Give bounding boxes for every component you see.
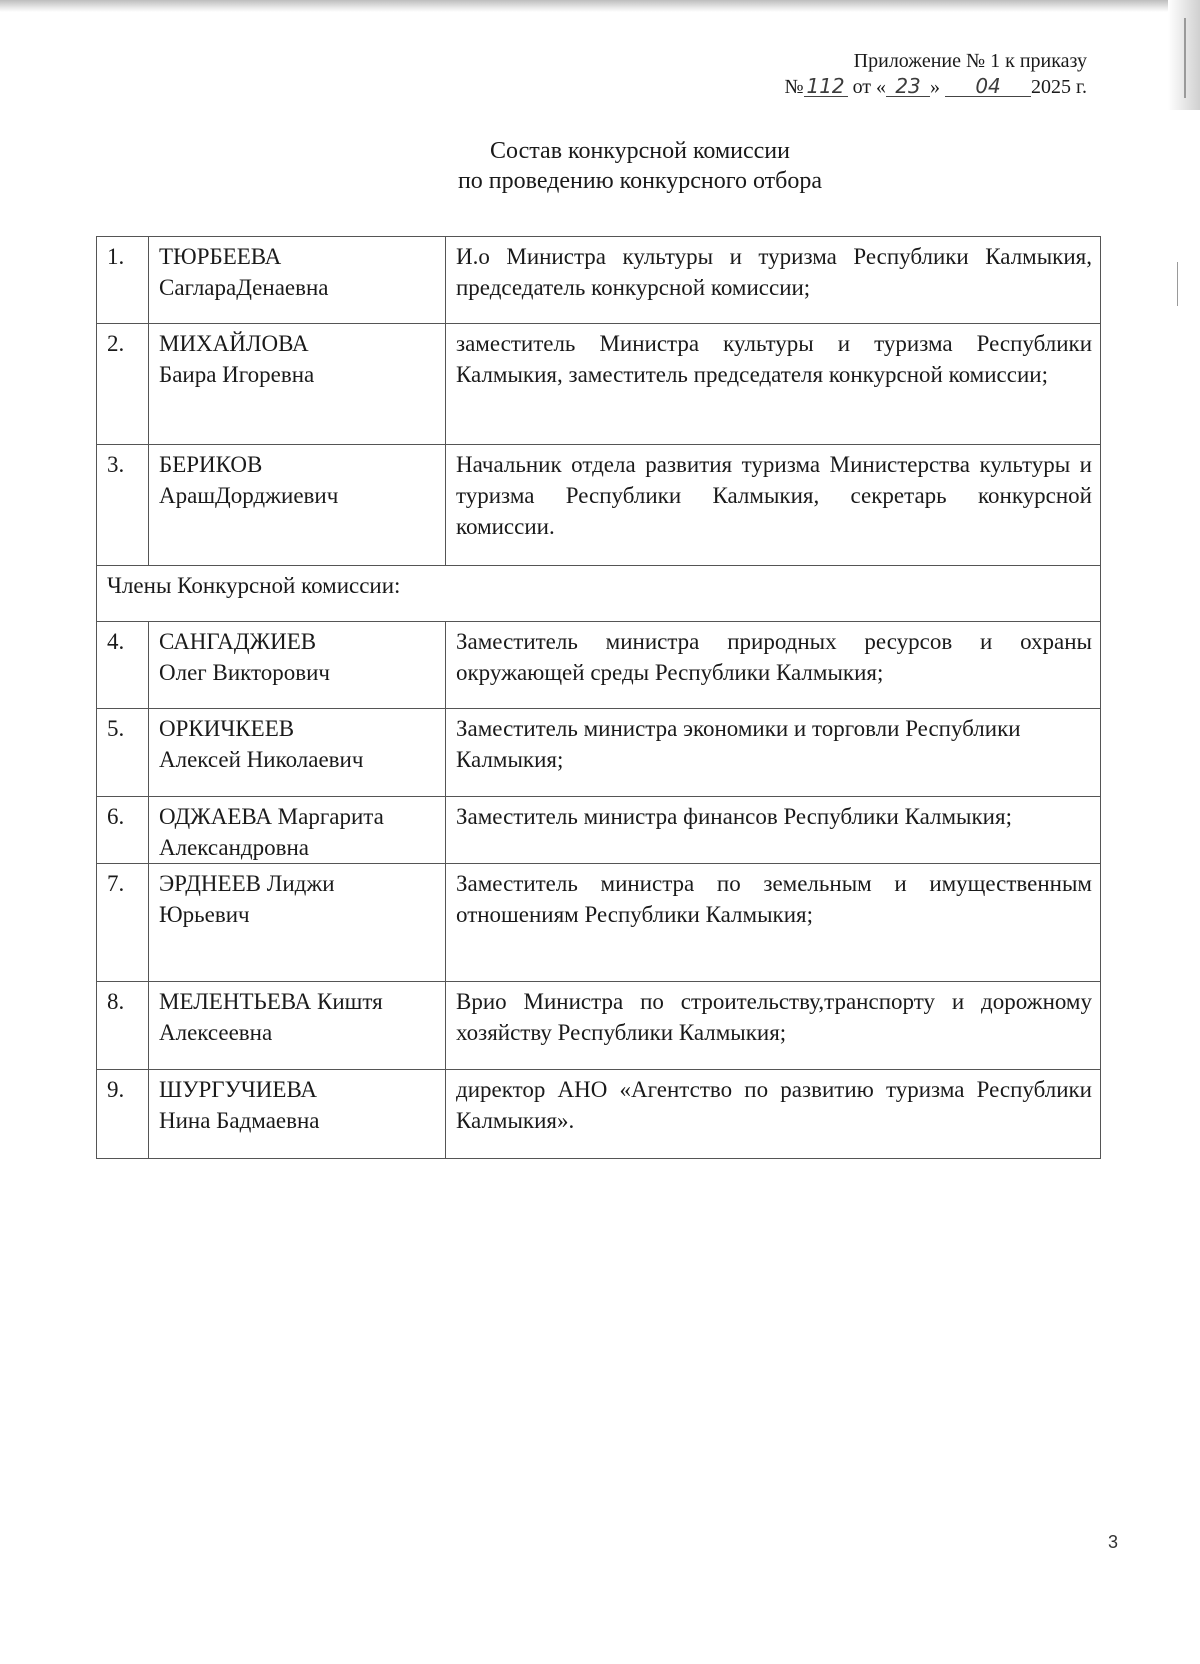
member-surname: ЭРДНЕЕВ Лиджи [159, 871, 335, 896]
table-row [97, 237, 1101, 324]
page-number: 3 [1108, 1532, 1119, 1552]
order-month: 04 [945, 76, 1031, 97]
order-day: 23 [886, 76, 930, 97]
table-row [97, 622, 1101, 709]
appendix-label: Приложение № 1 к приказу [853, 50, 1087, 72]
member-surname: ТЮРБЕЕВА [159, 244, 282, 269]
member-surname: ОРКИЧКЕЕВ [159, 716, 295, 741]
title-line-1: Состав конкурсной комиссии [490, 138, 790, 164]
member-given-name: Олег Викторович [159, 660, 330, 685]
member-role: заместитель Министра культуры и туризма Республики Калмыкия, заместитель председателя конкурсной комиссии; [446, 324, 1101, 445]
commission-table [96, 236, 1101, 1159]
order-number-line [667, 74, 1087, 100]
member-role: директор АНО «Агентство по развитию туризма Республики Калмыкия». [446, 1070, 1101, 1159]
table-row [97, 864, 1101, 982]
member-given-name: АрашДорджиевич [159, 483, 339, 508]
row-number: 5. [97, 709, 149, 797]
member-name [149, 797, 446, 864]
order-year: 2025 г. [1031, 76, 1087, 98]
member-role: Начальник отдела развития туризма Министерства культуры и туризма Республики Калмыкия, секретарь конкурсной комиссии. [446, 445, 1101, 566]
row-number: 3. [97, 445, 149, 566]
row-number: 9. [97, 1070, 149, 1159]
member-surname: МИХАЙЛОВА [159, 331, 309, 356]
member-given-name: Юрьевич [159, 902, 250, 927]
members-heading-row [97, 566, 1101, 622]
row-number: 4. [97, 622, 149, 709]
title-line-2: по проведению конкурсного отбора [457, 168, 823, 194]
member-name [149, 982, 446, 1070]
table-row [97, 982, 1101, 1070]
member-name [149, 237, 446, 324]
order-number: 112 [804, 76, 848, 97]
member-given-name: Алексеевна [159, 1020, 273, 1045]
member-name [149, 445, 446, 566]
member-surname: БЕРИКОВ [159, 452, 263, 477]
day-close: » [930, 76, 941, 98]
row-number: 2. [97, 324, 149, 445]
scan-artifact-mark [1184, 18, 1186, 98]
table-row [97, 797, 1101, 864]
member-surname: МЕЛЕНТЬЕВА Киштя [159, 989, 383, 1014]
member-role: Заместитель министра по земельным и имущественным отношениям Республики Калмыкия; [446, 864, 1101, 982]
scan-edge-top [0, 0, 1200, 12]
member-surname: САНГАДЖИЕВ [159, 629, 317, 654]
member-name [149, 1070, 446, 1159]
member-name [149, 709, 446, 797]
member-name [149, 622, 446, 709]
members-heading: Члены Конкурсной комиссии: [97, 566, 1101, 622]
from-label: от « [852, 76, 887, 98]
table-row [97, 324, 1101, 445]
row-number: 6. [97, 797, 149, 864]
member-role: Заместитель министра финансов Республики Калмыкия; [446, 797, 1101, 864]
row-number: 1. [97, 237, 149, 324]
member-role: И.о Министра культуры и туризма Республики Калмыкия, председатель конкурсной комиссии; [446, 237, 1101, 324]
table-row [97, 445, 1101, 566]
member-given-name: Александровна [159, 835, 309, 860]
order-reference [667, 48, 1087, 100]
member-role: Врио Министра по строительству,транспорту и дорожному хозяйству Республики Калмыкия; [446, 982, 1101, 1070]
member-name [149, 864, 446, 982]
table-row [97, 709, 1101, 797]
table-row [97, 1070, 1101, 1159]
number-prefix: № [784, 76, 804, 98]
member-surname: ШУРГУЧИЕВА [159, 1077, 317, 1102]
row-number: 8. [97, 982, 149, 1070]
member-role: Заместитель министра природных ресурсов и охраны окружающей среды Республики Калмыкия; [446, 622, 1101, 709]
member-given-name: Баира Игоревна [159, 362, 315, 387]
member-name [149, 324, 446, 445]
scan-artifact-mark [1177, 262, 1178, 306]
row-number: 7. [97, 864, 149, 982]
document-title [0, 136, 1200, 196]
member-given-name: Алексей Николаевич [159, 747, 364, 772]
member-role: Заместитель министра экономики и торговли Республики Калмыкия; [446, 709, 1101, 797]
member-surname: ОДЖАЕВА Маргарита [159, 804, 384, 829]
member-given-name: Нина Бадмаевна [159, 1108, 320, 1133]
member-given-name: СаглараДенаевна [159, 275, 329, 300]
